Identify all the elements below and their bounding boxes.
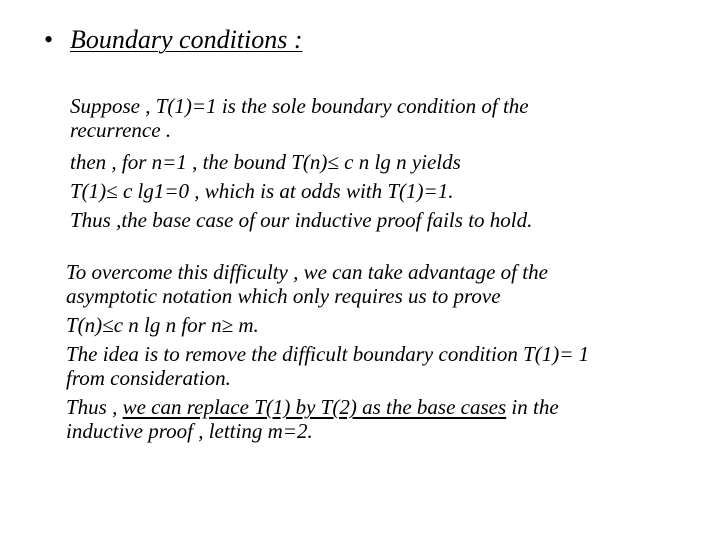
text-line: Suppose , T(1)=1 is the sole boundary condition of the: [70, 94, 529, 118]
text-line: then , for n=1 , the bound T(n)≤ c n lg n yields: [70, 150, 461, 174]
paragraph-boundary-condition: [70, 94, 532, 232]
text-line: T(n)≤c n lg n for n≥ m.: [66, 313, 259, 337]
heading-row: [44, 24, 303, 56]
bullet-icon: •: [44, 25, 54, 54]
text-line: inductive proof , letting m=2.: [66, 419, 313, 443]
heading-title: Boundary conditions :: [70, 25, 303, 54]
underlined-phrase: we can replace T(1) by T(2) as the base cases: [122, 395, 507, 419]
text-line: To overcome this difficulty , we can take advantage of the: [66, 260, 548, 284]
text-fragment: Thus ,: [66, 395, 123, 419]
text-line: recurrence .: [70, 118, 172, 142]
text-line-with-underline: [66, 395, 589, 419]
text-line: from consideration.: [66, 366, 231, 390]
text-line: Thus ,the base case of our inductive proof fails to hold.: [70, 208, 533, 232]
text-line: asymptotic notation which only requires us to prove: [66, 284, 501, 308]
text-line: T(1)≤ c lg1=0 , which is at odds with T(1)=1.: [70, 179, 454, 203]
text-line: The idea is to remove the difficult boundary condition T(1)= 1: [66, 342, 590, 366]
paragraph-overcome-difficulty: [66, 260, 589, 443]
text-fragment: in the: [506, 395, 559, 419]
